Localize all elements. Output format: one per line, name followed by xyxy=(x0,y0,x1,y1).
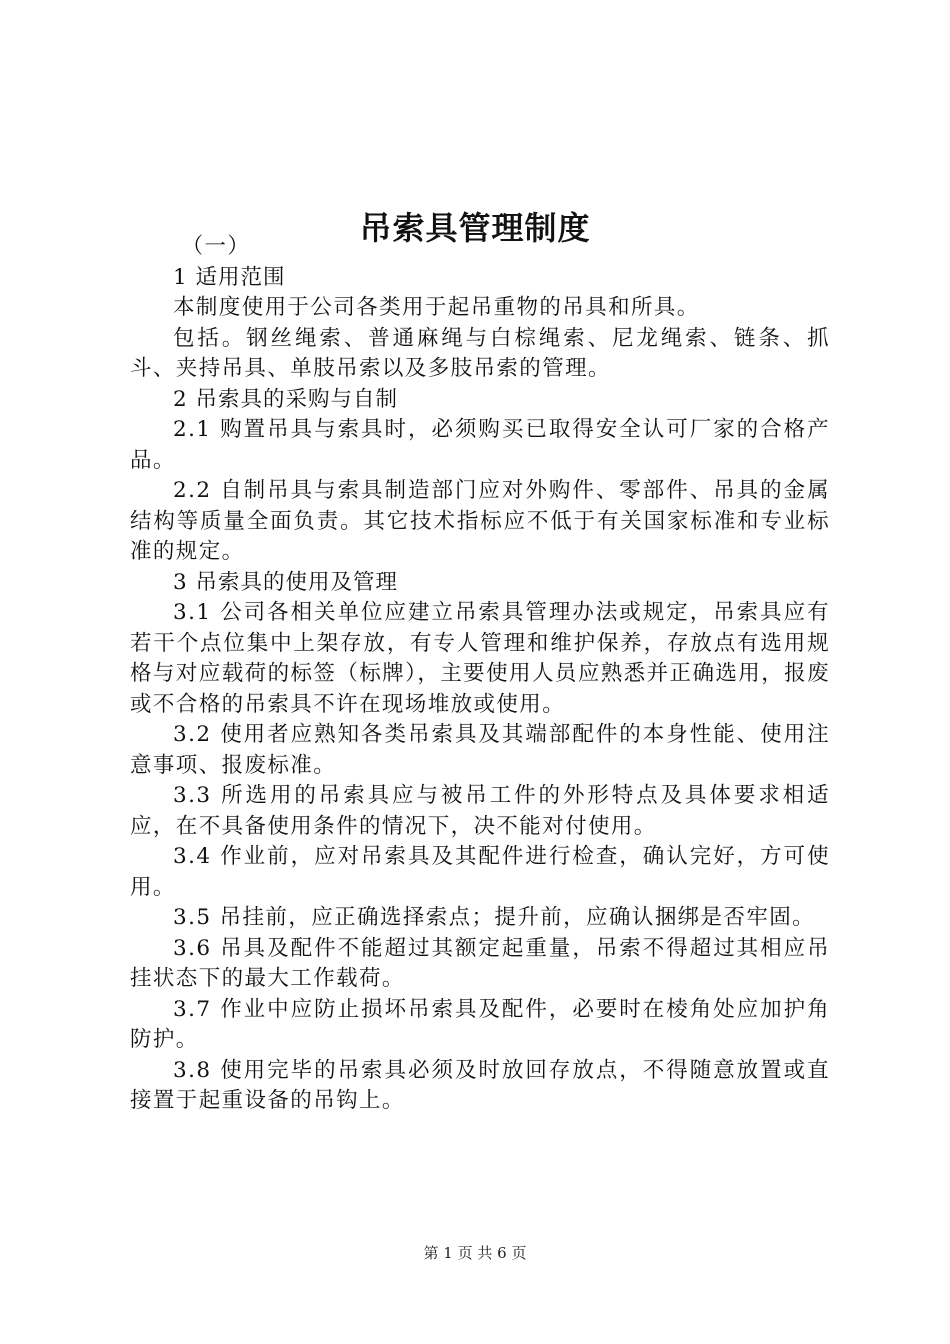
clause-2-2: 2.2 自制吊具与索具制造部门应对外购件、零部件、吊具的金属结构等质量全面负责。其它技术指标应不低于有关国家标准和专业标准的规定。 xyxy=(130,478,830,564)
clause-3-5: 3.5 吊挂前，应正确选择索点；提升前，应确认捆绑是否牢固。 xyxy=(173,905,816,930)
document-title: 吊索具管理制度 xyxy=(359,209,591,248)
clause-2-1: 2.1 购置吊具与索具时，必须购买已取得安全认可厂家的合格产品。 xyxy=(130,417,830,473)
section-heading-procurement: 2 吊索具的采购与自制 xyxy=(173,386,399,412)
page-footer: 第 1 页 共 6 页 xyxy=(423,1244,527,1262)
clause-3-3: 3.3 所选用的吊索具应与被吊工件的外形特点及具体要求相适应，在不具备使用条件的情况下，决不能对付使用。 xyxy=(130,783,830,839)
section-heading-usage: 3 吊索具的使用及管理 xyxy=(173,569,399,595)
clause-3-4: 3.4 作业前，应对吊索具及其配件进行检查，确认完好，方可使用。 xyxy=(130,844,830,900)
clause-3-1: 3.1 公司各相关单位应建立吊索具管理办法或规定，吊索具应有若干个点位集中上架存放，有专人管理和维护保养，存放点有选用规格与对应载荷的标签（标牌），主要使用人员应熟悉并正确选用，报废或不合格的吊索具不许在现场堆放或使用。 xyxy=(130,600,830,717)
clause-3-6: 3.6 吊具及配件不能超过其额定起重量，吊索不得超过其相应吊挂状态下的最大工作载荷。 xyxy=(130,935,830,991)
clause-3-2: 3.2 使用者应熟知各类吊索具及其端部配件的本身性能、使用注意事项、报废标准。 xyxy=(130,722,830,778)
paragraph-scope-intro: 本制度使用于公司各类用于起吊重物的吊具和所具。 xyxy=(173,295,700,320)
document-body xyxy=(130,232,830,1117)
section-heading-scope: 1 适用范围 xyxy=(173,264,286,290)
clause-3-8: 3.8 使用完毕的吊索具必须及时放回存放点，不得随意放置或直接置于起重设备的吊钩上。 xyxy=(130,1057,830,1113)
clause-3-7: 3.7 作业中应防止损坏吊索具及配件，必要时在棱角处应加护角防护。 xyxy=(130,996,830,1052)
section-marker: （一） xyxy=(181,234,251,259)
paragraph-scope-includes: 包括。钢丝绳索、普通麻绳与白棕绳索、尼龙绳索、链条、抓斗、夹持吊具、单肢吊索以及多肢吊索的管理。 xyxy=(130,325,830,381)
